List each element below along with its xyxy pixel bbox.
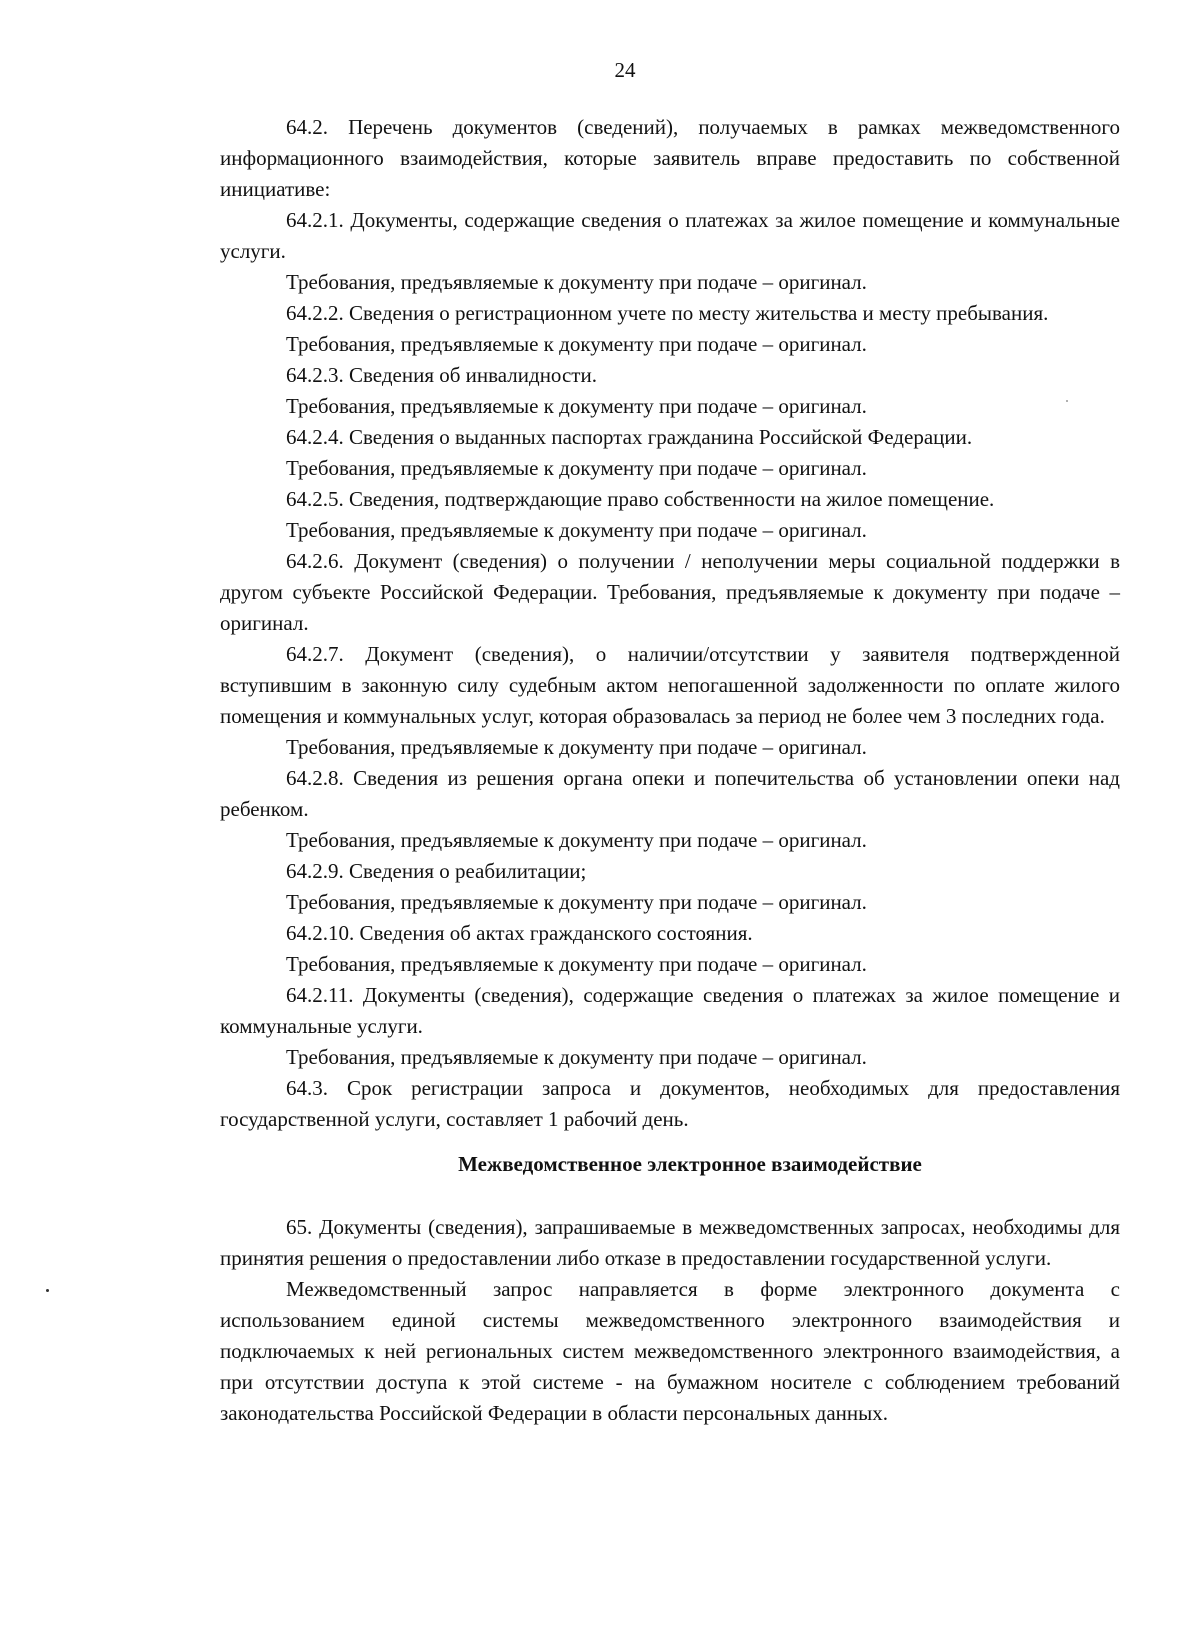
paragraph: 64.2.11. Документы (сведения), содержащие сведения о платежах за жилое помещение и коммунальные услуги.: [220, 983, 1120, 1038]
paragraph: Требования, предъявляемые к документу при подаче – оригинал.: [286, 456, 867, 480]
paragraph: 64.2.6. Документ (сведения) о получении / неполучении меры социальной поддержки в другом субъекте Российской Федерации. Требования, предъявляемые к документу при подаче – оригинал.: [220, 549, 1120, 635]
paragraph: Требования, предъявляемые к документу при подаче – оригинал.: [286, 828, 867, 852]
paragraph: 64.2.7. Документ (сведения), о наличии/отсутствии у заявителя подтвержденной вступившим в законную силу судебным актом непогашенной задолженности по оплате жилого помещения и коммунальных услуг, которая образовалась за период не более чем 3 последних года.: [220, 642, 1120, 728]
paragraph: 64.2.8. Сведения из решения органа опеки и попечительства об установлении опеки над ребенком.: [220, 766, 1120, 821]
paragraph: 64.2.10. Сведения об актах гражданского состояния.: [286, 921, 753, 945]
paragraph: 64.2.3. Сведения об инвалидности.: [286, 363, 597, 387]
paragraph: Требования, предъявляемые к документу при подаче – оригинал.: [286, 735, 867, 759]
paragraph: Требования, предъявляемые к документу при подаче – оригинал.: [286, 1045, 867, 1069]
paragraph: 64.2.4. Сведения о выданных паспортах гражданина Российской Федерации.: [286, 425, 973, 449]
paragraph: Межведомственный запрос направляется в форме электронного документа с использованием единой системы межведомственного электронного взаимодействия и подключаемых к ней региональных систем межведомственного электронного взаимодействия, а при отсутствии доступа к этой системе - на бумажном носителе с соблюдением требований законодательства Российской Федерации в области персональных данных.: [220, 1277, 1120, 1425]
section-heading: Межведомственное электронное взаимодействие: [458, 1152, 922, 1176]
paragraph: Требования, предъявляемые к документу при подаче – оригинал.: [286, 952, 867, 976]
paragraph: Требования, предъявляемые к документу при подаче – оригинал.: [286, 518, 867, 542]
paragraph: 64.2. Перечень документов (сведений), получаемых в рамках межведомственного информационного взаимодействия, которые заявитель вправе предоставить по собственной инициативе:: [220, 115, 1120, 201]
paragraph: 64.2.9. Сведения о реабилитации;: [286, 859, 587, 883]
paragraph: 65. Документы (сведения), запрашиваемые в межведомственных запросах, необходимы для принятия решения о предоставлении либо отказе в предоставлении государственной услуги.: [220, 1215, 1120, 1270]
paragraph: 64.2.1. Документы, содержащие сведения о платежах за жилое помещение и коммунальные услуги.: [220, 208, 1120, 263]
paragraph: Требования, предъявляемые к документу при подаче – оригинал.: [286, 332, 867, 356]
paragraph: Требования, предъявляемые к документу при подаче – оригинал.: [286, 270, 867, 294]
scan-speck: [46, 1289, 49, 1292]
paragraph: Требования, предъявляемые к документу при подаче – оригинал.: [286, 394, 867, 418]
paragraph: 64.2.5. Сведения, подтверждающие право собственности на жилое помещение.: [286, 487, 995, 511]
paragraph: Требования, предъявляемые к документу при подаче – оригинал.: [286, 890, 867, 914]
paragraph: 64.2.2. Сведения о регистрационном учете по месту жительства и месту пребывания.: [286, 301, 1049, 325]
paragraph: 64.3. Срок регистрации запроса и документов, необходимых для предоставления государственной услуги, составляет 1 рабочий день.: [220, 1076, 1120, 1131]
page-number: 24: [614, 58, 636, 82]
document-body: [220, 112, 1120, 1429]
